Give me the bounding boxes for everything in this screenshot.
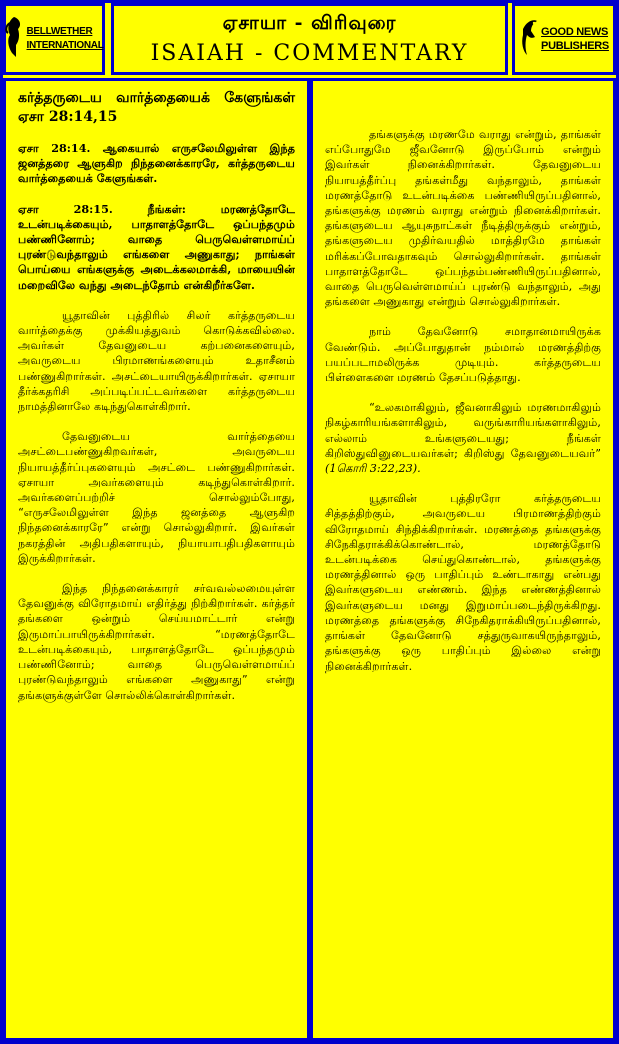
good-news-logo-text: GOOD NEWS PUBLISHERS: [541, 26, 609, 52]
title-box: [111, 3, 508, 75]
paragraph: இந்த நிந்தனைக்காரர் சர்வவல்லமையுள்ள தேவனுக்கு விரோதமாய் எதிர்த்து நிற்கிறார்கள். கர்த்தர் தங்களை ஒன்றும் செய்யமாட்டார் என்று இருமாப்பாயிருக்கிறார்கள். “மரணத்தோடே உடன்படிக்கையும், பாதாளத்தோடே ஒப்பந்தமும் பண்ணினோம்; வாதை பெருவெள்ளமாய்ப் புரண்டுவந்தாலும் எங்களை அணுகாது” என்று தங்களுக்குள்ளே சொல்லிக்கொள்கிறார்கள்.: [18, 582, 295, 702]
right-column: [310, 78, 616, 1041]
paragraph: யூதாவின் புத்திரரோ கர்த்தருடைய சித்தத்திற்கும், அவருடைய பிரமாணத்திற்கும் விரோதமாய் சிந்திக்கிறார்கள். மரணத்தை தங்களுக்கு சிநேகிதராக்கிக்கொண்டால், மரணத்தோடு உடன்படிக்கை செய்துகொண்டால், தங்களுக்கு மரணத்தினால் ஒரு பாதிப்பும் உண்டாகாது என்பது இவர்களுடைய எண்ணம். இந்த எண்ணத்தினால் இவர்களுடைய மனது இறுமாப்படைந்திருக்கிறது. மரணத்தை தங்களுக்கு சிநேகிதராக்கியிருப்பதினால், தாங்கள் தேவனோடு சத்துருவாகயிருந்தாலும், தங்களுக்கு ஒரு பாதிப்பும் இல்லை என்று நினைக்கிறார்கள்.: [325, 492, 601, 673]
paragraph: நாம் தேவனோடு சமாதானமாயிருக்க வேண்டும். அப்போதுதான் நம்மால் மரணத்திற்கு பயப்படாமலிருக்க முடியும். கர்த்தருடைய பிள்ளைகளை மரணம் தேசப்படுத்தாது.: [325, 325, 601, 385]
section-heading: கர்த்தருடைய வார்த்தையைக் கேளுங்கள் ஏசா 28:14,15: [18, 90, 295, 125]
bellwether-logo: [3, 3, 105, 75]
dove-icon: [519, 15, 539, 63]
good-news-logo: [512, 3, 616, 75]
paragraph: யூதாவின் புத்திரில் சிலர் கர்த்தருடைய வார்த்தைக்கு முக்கியத்துவம் கொடுக்கவில்லை. அவர்கள் தேவனுடைய கற்பனைகளையும், அவருடைய பிரமாணங்களையும் உதாசீனம் பண்ணுகிறார்கள். அசட்டையாயிருக்கிறார்கள். ஏசாயா தீர்க்கதரிசி அப்படிப்பட்டவர்களை கர்த்தருடைய நாமத்தினாலே கடிந்துகொள்கிறார்.: [18, 308, 295, 414]
verse-14: ஏசா 28:14. ஆகையால் எருசலேமிலுள்ள இந்த ஜனத்தரை ஆளுகிற நிந்தனைக்காரரே, கர்த்தருடைய வார்த்தையைக் கேளுங்கள்.: [18, 141, 295, 186]
bellwether-logo-text: BELLWETHER INTERNATIONAL: [26, 26, 104, 51]
quote-text: “உலகமாகிலும், ஜீவனாகிலும் மரணமாகிலும் நிகழ்காரியங்களாகிலும், வருங்காரியங்களாகிலும், எல்லாம் உங்களுடையது; நீங்கள் கிறிஸ்துவினுடையவர்கள்; கிறிஸ்து தேவனுடையவர்”: [325, 401, 601, 460]
quote-reference: (1கொரி 3:22,23).: [325, 462, 421, 476]
paragraph: தங்களுக்கு மரணமே வராது என்றும், தாங்கள் எப்போதுமே ஜீவனோடு இருப்போம் என்றும் இவர்கள் நினைக்கிறார்கள். தேவனுடைய நியாயத்தீர்ப்பு தங்கள்மீது வந்தாலும், தாங்கள் மரணத்தோடு உடன்படிக்கை பண்ணியிருப்பதினால், தங்களுக்கு மரணம் வராது என்றும் நினைக்கிறார்கள். தங்களுடைய ஆயுசுநாட்கள் நீடித்திருக்கும் என்றும், தங்களுடைய முதிர்வயதில் மாத்திரமே தாங்கள் மரிக்கப்போவதாகவும் சொல்லுகிறார்கள். தாங்கள் பாதாளத்தோடே ஒப்பந்தம்பண்ணியிருப்பதினால், வாதை பெருவெள்ளமாய்ப் புரண்டு வந்தாலும், அது தங்களை அணுகாது என்றும் சொல்லுகிறார்கள்.: [325, 128, 601, 309]
header: [3, 3, 616, 75]
left-column: [3, 78, 310, 1041]
verse-15: ஏசா 28:15. நீங்கள்: மரணத்தோடே உடன்படிக்கையும், பாதாளத்தோடே ஒப்பந்தமும் பண்ணினோம்; வாதை பெருவெள்ளமாய்ப் புரண்டுவந்தாலும் எங்களை அணுகாது; நாங்கள் பொய்யை எங்களுக்கு அடைக்கலமாக்கி, மாயையின் மறைவிலே வந்து அடைந்தோம் என்கிறீர்களே.: [18, 201, 295, 292]
paragraph: தேவனுடைய வார்த்தையை அசட்டைபண்ணுகிறவர்கள், அவருடைய நியாயத்தீர்ப்புகளையும் அசட்டை பண்ணுகிறார்கள். ஏசாயா அவர்களையும் கடிந்துகொள்கிறார். அவர்களைப்பற்றிச் சொல்லும்போது, “எருசலேமிலுள்ள இந்த ஜனத்தை ஆளுகிற நிந்தனைக்காரரே” என்று சொல்லுகிறார். இவர்கள் நகரத்தின் அதிபதிகளாயும், நியாயாபதிபதிகளாயும் இருக்கிறார்கள்.: [18, 430, 295, 565]
scripture-quote: [325, 400, 601, 476]
title-tamil: ஏசாயா - விரிவுரை: [222, 12, 397, 34]
ram-head-icon: [4, 15, 24, 63]
title-english: ISAIAH - COMMENTARY: [150, 41, 469, 66]
